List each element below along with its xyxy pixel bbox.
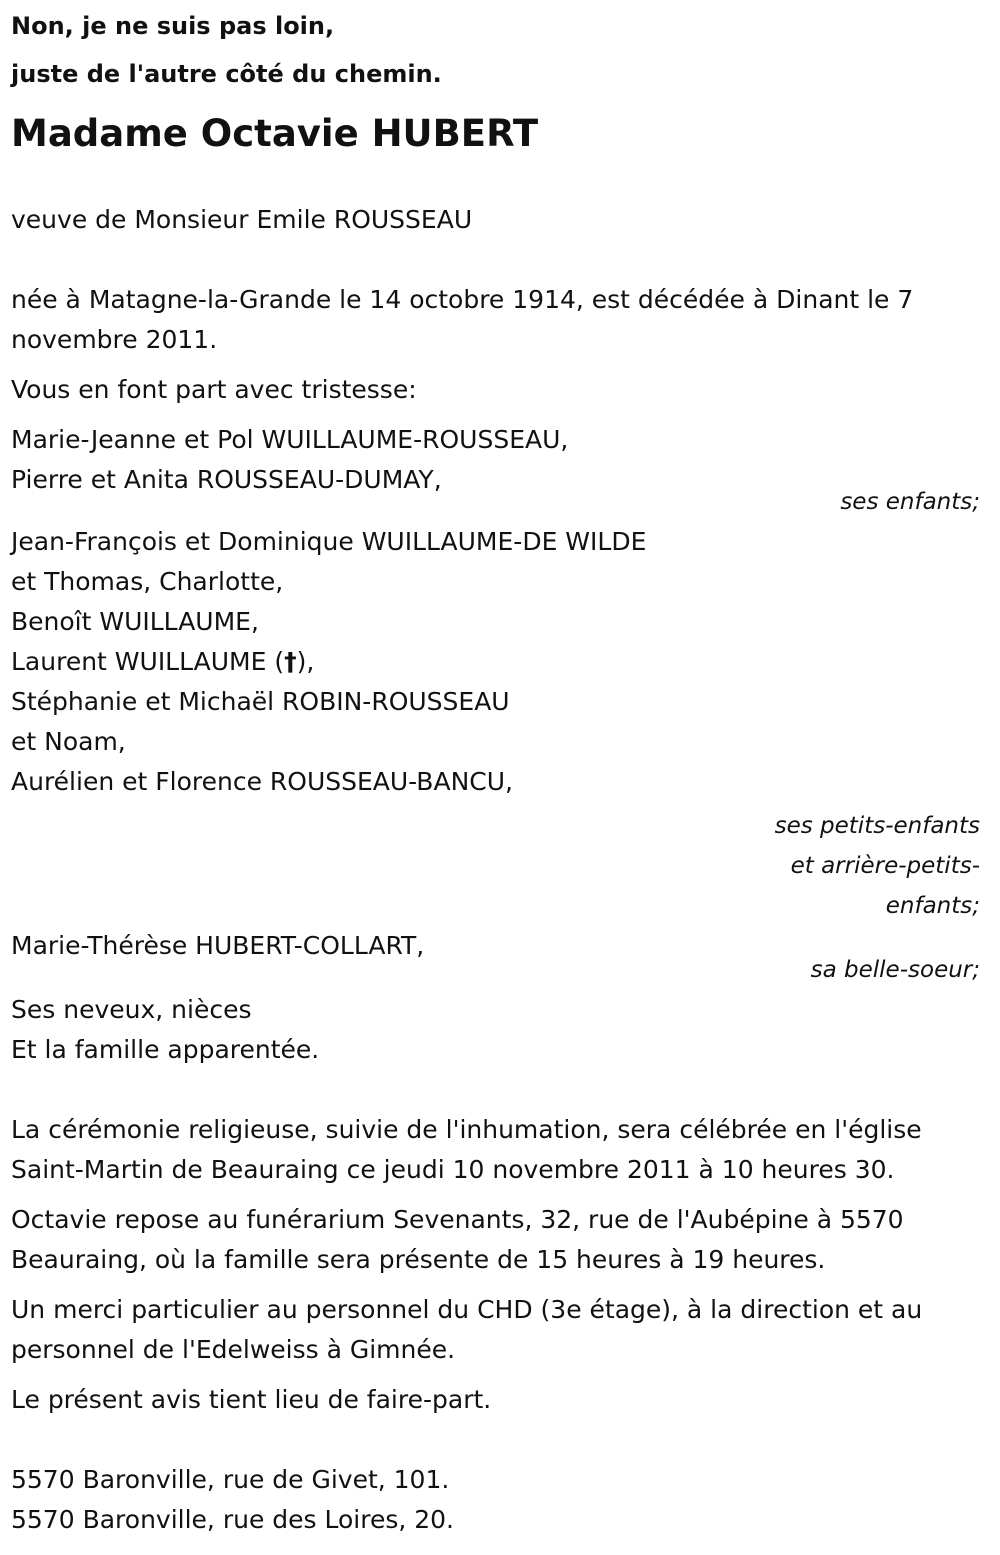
grandchildren-list xyxy=(11,522,980,802)
epigraph xyxy=(11,2,980,98)
epigraph-line: juste de l'autre côté du chemin. xyxy=(11,60,442,88)
list-item: Et la famille apparentée. xyxy=(11,1035,320,1064)
list-item: Stéphanie et Michaël ROBIN-ROUSSEAU xyxy=(11,687,510,716)
obituary-notice xyxy=(0,2,980,1540)
deceased-name: Madame Octavie HUBERT xyxy=(11,112,539,155)
address-line: 5570 Baronville, rue des Loires, 20. xyxy=(11,1505,455,1534)
sister-in-law-role: sa belle-soeur; xyxy=(810,957,980,983)
address-line: 5570 Baronville, rue de Givet, 101. xyxy=(11,1465,450,1494)
address-block xyxy=(11,1460,980,1540)
list-item: Marie-Jeanne et Pol WUILLAUME-ROUSSEAU, xyxy=(11,425,569,454)
grandchildren-role: ses petits-enfants et arrière-petits-enfants; xyxy=(774,813,980,919)
name-text: Laurent WUILLAUME ( xyxy=(11,647,285,676)
children-role: ses enfants; xyxy=(840,489,980,515)
cross-icon: † xyxy=(284,647,297,676)
list-item: Aurélien et Florence ROUSSEAU-BANCU, xyxy=(11,767,513,796)
epigraph-line: Non, je ne suis pas loin, xyxy=(11,12,335,40)
list-item: Ses neveux, nièces xyxy=(11,995,252,1024)
list-item: Jean-François et Dominique WUILLAUME-DE WILDE xyxy=(11,527,647,556)
list-item: et Thomas, Charlotte, xyxy=(11,567,284,596)
list-item: et Noam, xyxy=(11,727,126,756)
funeral-home-text: Octavie repose au funérarium Sevenants, 32, rue de l'Aubépine à 5570 Beauraing, où la famille sera présente de 15 heures à 19 heures. xyxy=(11,1205,904,1274)
list-item-deceased xyxy=(11,642,980,682)
announcement-text: Vous en font part avec tristesse: xyxy=(11,375,417,404)
list-item: Benoît WUILLAUME, xyxy=(11,607,259,636)
thanks-text: Un merci particulier au personnel du CHD (3e étage), à la direction et au personnel de l'Edelweiss à Gimnée. xyxy=(11,1295,923,1364)
list-item: Pierre et Anita ROUSSEAU-DUMAY, xyxy=(11,465,442,494)
sister-in-law: Marie-Thérèse HUBERT-COLLART, xyxy=(11,931,425,960)
punctuation-text: ), xyxy=(296,647,315,676)
ceremony-text: La cérémonie religieuse, suivie de l'inhumation, sera célébrée en l'église Saint-Martin de Beauraing ce jeudi 10 novembre 2011 à 10 heures 30. xyxy=(11,1115,922,1184)
notice-text: Le présent avis tient lieu de faire-part. xyxy=(11,1385,492,1414)
birth-death-text: née à Matagne-la-Grande le 14 octobre 1914, est décédée à Dinant le 7 novembre 2011. xyxy=(11,285,914,354)
widow-of: veuve de Monsieur Emile ROUSSEAU xyxy=(11,205,473,234)
extended-family xyxy=(11,990,980,1070)
